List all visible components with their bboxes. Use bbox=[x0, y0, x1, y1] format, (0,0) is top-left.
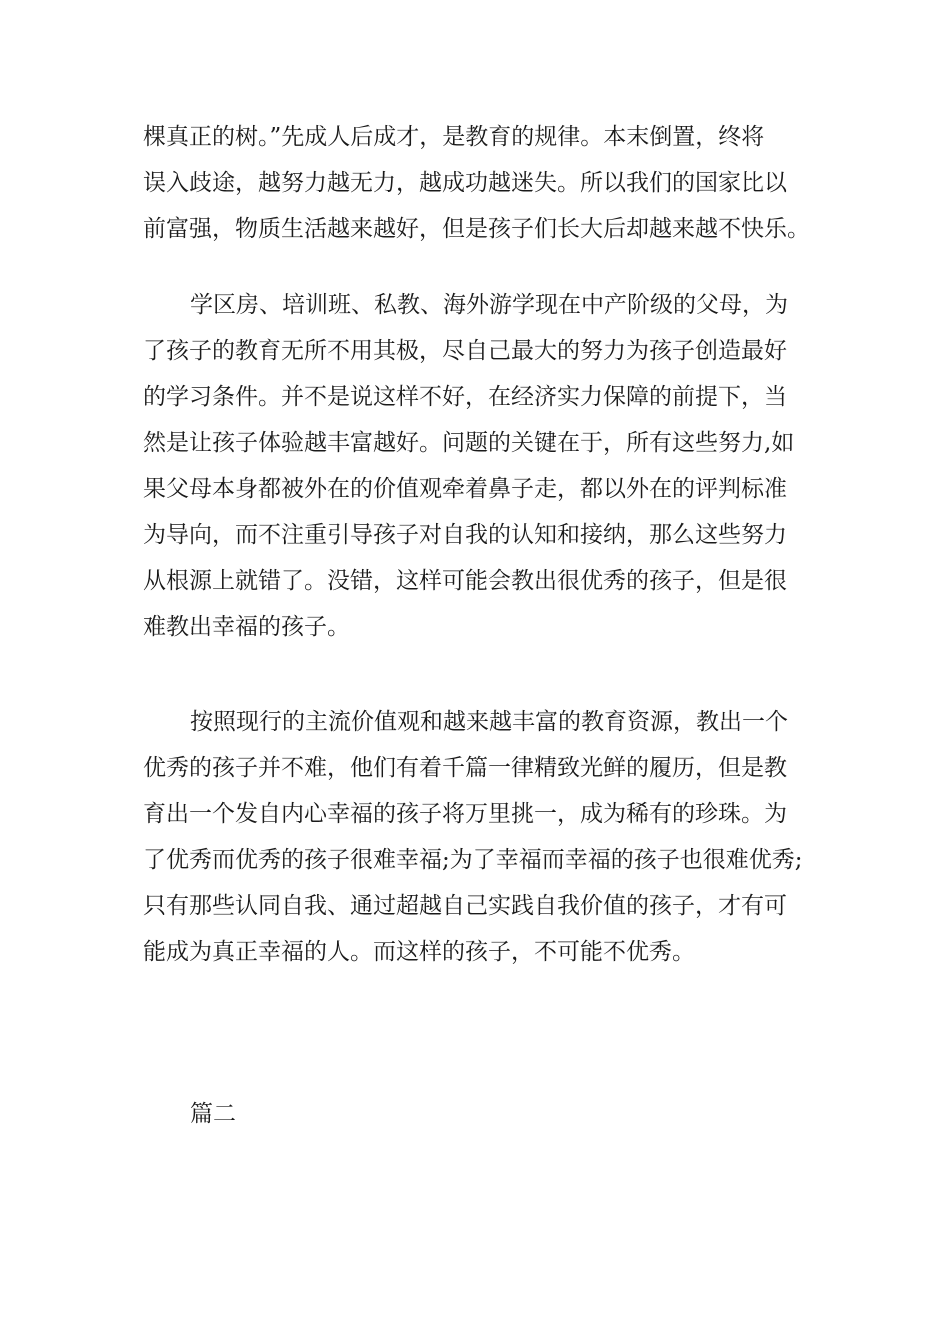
paragraph-1 bbox=[143, 114, 823, 252]
paragraph-line: 了优秀而优秀的孩子很难幸福;为了幸福而幸福的孩子也很难优秀; bbox=[143, 847, 803, 873]
paragraph-line: 只有那些认同自我、通过超越自己实践自我价值的孩子，才有可 bbox=[143, 893, 787, 919]
paragraph-line: 按照现行的主流价值观和越来越丰富的教育资源，教出一个 bbox=[190, 709, 788, 735]
paragraph-line: 从根源上就错了。没错，这样可能会教出很优秀的孩子，但是很 bbox=[143, 568, 787, 594]
paragraph-line: 难教出幸福的孩子。 bbox=[143, 614, 350, 640]
paragraph-line: 误入歧途，越努力越无力，越成功越迷失。所以我们的国家比以 bbox=[143, 170, 787, 196]
paragraph-line: 育出一个发自内心幸福的孩子将万里挑一，成为稀有的珍珠。为 bbox=[143, 801, 787, 827]
section-heading: 篇二 bbox=[190, 1101, 236, 1127]
paragraph-2 bbox=[143, 282, 823, 650]
paragraph-line: 能成为真正幸福的人。而这样的孩子，不可能不优秀。 bbox=[143, 939, 695, 965]
paragraph-line: 优秀的孩子并不难，他们有着千篇一律精致光鲜的履历，但是教 bbox=[143, 755, 787, 781]
paragraph-line: 了孩子的教育无所不用其极，尽自己最大的努力为孩子创造最好 bbox=[143, 338, 787, 364]
paragraph-line: 棵真正的树。”先成人后成才，是教育的规律。本末倒置，终将 bbox=[143, 124, 765, 150]
paragraph-line: 然是让孩子体验越丰富越好。问题的关键在于，所有这些努力,如 bbox=[143, 430, 795, 456]
paragraph-line: 的学习条件。并不是说这样不好，在经济实力保障的前提下，当 bbox=[143, 384, 787, 410]
paragraph-line: 学区房、培训班、私教、海外游学现在中产阶级的父母，为 bbox=[190, 292, 788, 318]
paragraph-3 bbox=[143, 699, 823, 975]
paragraph-line: 前富强，物质生活越来越好，但是孩子们长大后却越来越不快乐。 bbox=[143, 216, 810, 242]
paragraph-line: 为导向，而不注重引导孩子对自我的认知和接纳，那么这些努力 bbox=[143, 522, 787, 548]
paragraph-line: 果父母本身都被外在的价值观牵着鼻子走，都以外在的评判标准 bbox=[143, 476, 787, 502]
